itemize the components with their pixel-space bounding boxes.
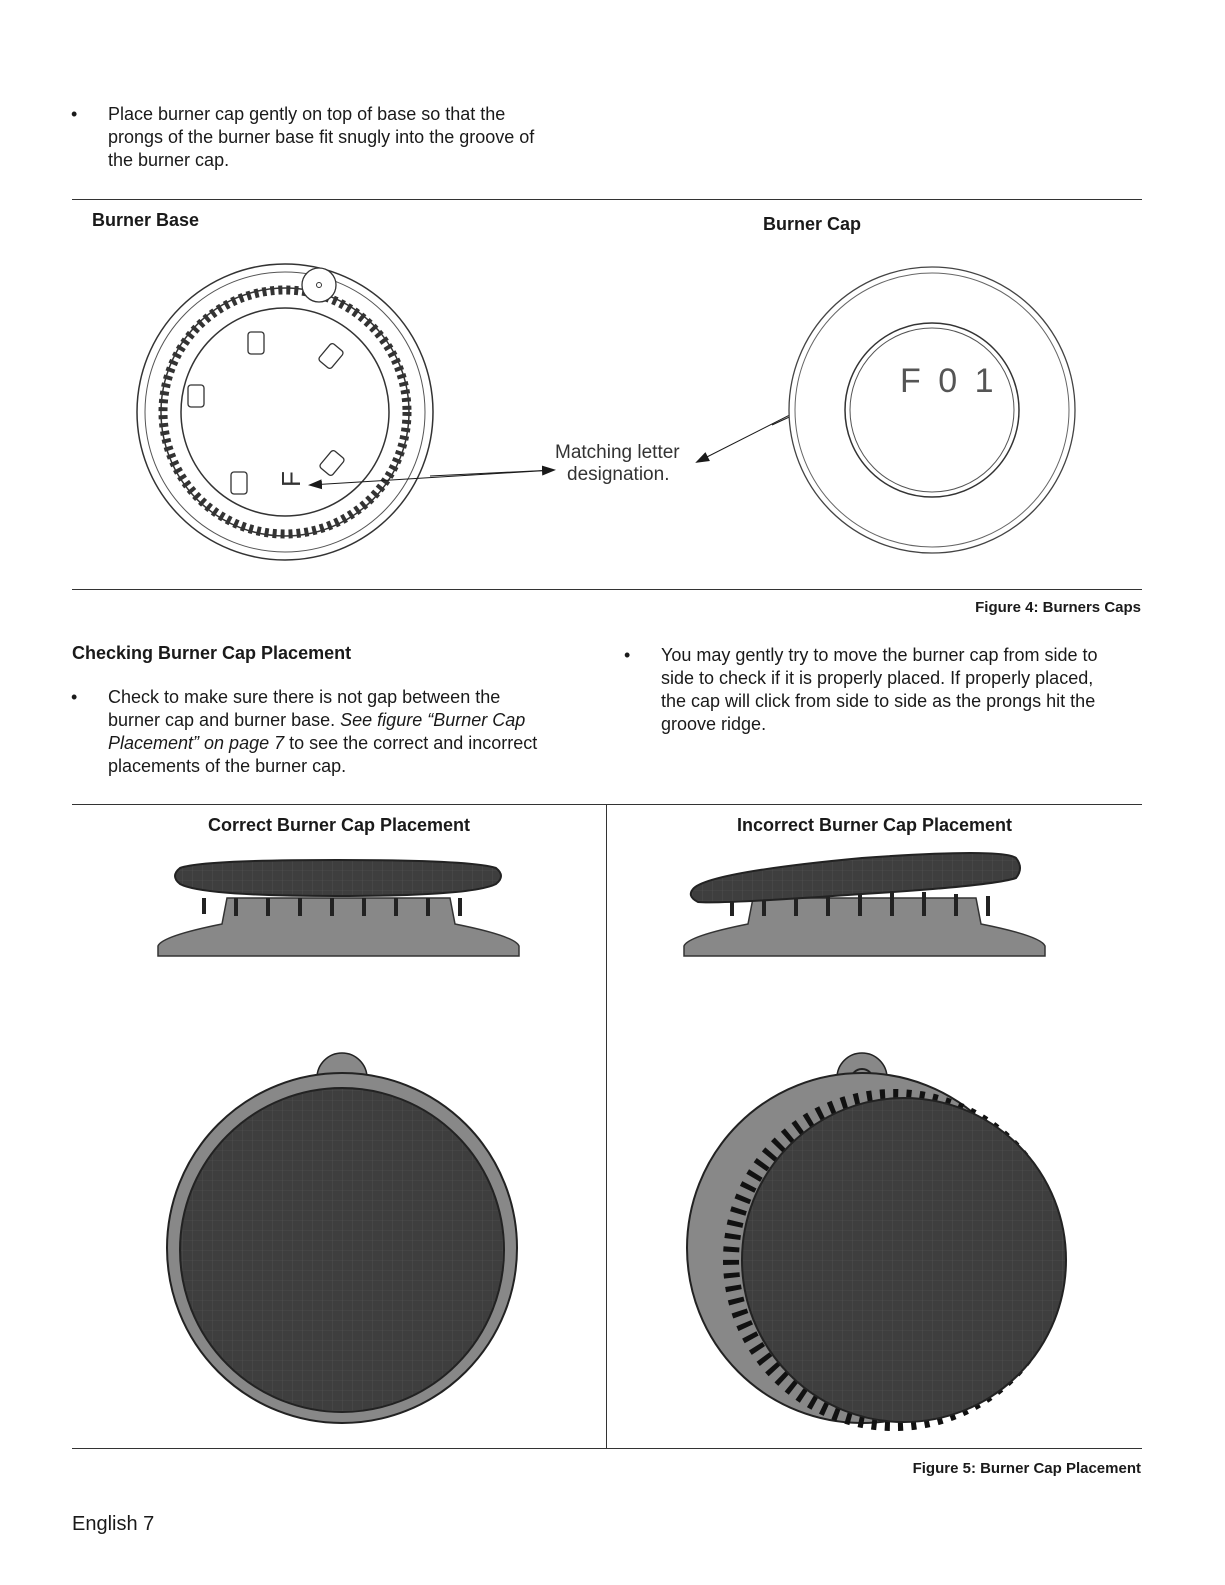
checking-left-line-2 — [108, 709, 611, 732]
figure5-right-heading: Incorrect Burner Cap Placement — [736, 815, 1013, 835]
intro-line-3: the burner cap. — [108, 150, 230, 170]
base-letter-mark: F — [276, 471, 306, 487]
figure5-top-rule — [72, 804, 1142, 805]
text-run: placements of the burner cap. — [108, 756, 347, 776]
text-run: to see the correct and incorrect — [284, 733, 538, 753]
bullet-mark: • — [624, 645, 631, 665]
text-run: Check to make sure there is not gap between the — [108, 687, 501, 707]
figure4-right-heading: Burner Cap — [763, 214, 862, 234]
checking-right-bullet — [624, 644, 1149, 736]
correct-top-view — [167, 1053, 517, 1423]
figure4-left-heading: Burner Base — [92, 210, 200, 230]
checking-right-line-2: side to check if it is properly placed. If properly placed, — [661, 668, 1094, 688]
checking-right-block — [624, 644, 1149, 736]
callout-line-2: designation. — [567, 464, 670, 485]
checking-right-line-3: the cap will click from side to side as the prongs hit the — [661, 691, 1096, 711]
incorrect-side-view — [684, 853, 1045, 956]
figure5-left-heading: Correct Burner Cap Placement — [207, 815, 471, 835]
bullet-mark: • — [71, 104, 78, 124]
correct-side-view — [158, 860, 519, 956]
figure4-bottom-rule — [72, 589, 1142, 590]
figure5-bottom-rule — [72, 1448, 1142, 1449]
figure-reference-link[interactable]: See figure “Burner Cap — [340, 710, 526, 730]
checking-left-line-3 — [108, 732, 611, 755]
checking-left-line-4 — [108, 755, 611, 778]
checking-left-line-1 — [108, 686, 611, 709]
callout-line-1: Matching letter — [555, 442, 680, 463]
intro-bullet-item — [71, 103, 611, 172]
burner-base-drawing — [137, 264, 433, 560]
figure5-illustration — [72, 840, 1142, 1448]
figure4-illustration — [72, 240, 1142, 590]
checking-left-block — [71, 686, 611, 778]
cap-letter-mark: F 0 1 — [900, 362, 998, 400]
checking-right-line-1: You may gently try to move the burner cap from side to — [661, 645, 1098, 665]
incorrect-top-view — [687, 1053, 1066, 1423]
intro-line-2: prongs of the burner base fit snugly into the groove of — [108, 127, 535, 147]
text-run: burner cap and burner base. — [108, 710, 341, 730]
bullet-mark: • — [71, 687, 78, 707]
page-number: English 7 — [72, 1513, 155, 1535]
burner-cap-drawing — [789, 267, 1075, 553]
intro-bullet-block — [71, 103, 611, 172]
checking-left-bullet — [71, 686, 611, 778]
figure-reference-link[interactable]: Placement” on page 7 — [108, 733, 285, 753]
figure5-caption: Figure 5: Burner Cap Placement — [912, 1460, 1141, 1477]
figure4-top-rule — [72, 199, 1142, 200]
checking-heading: Checking Burner Cap Placement — [72, 643, 352, 663]
checking-right-line-4: groove ridge. — [661, 714, 767, 734]
figure4-caption: Figure 4: Burners Caps — [975, 599, 1141, 616]
intro-line-1: Place burner cap gently on top of base so that the — [108, 104, 506, 124]
